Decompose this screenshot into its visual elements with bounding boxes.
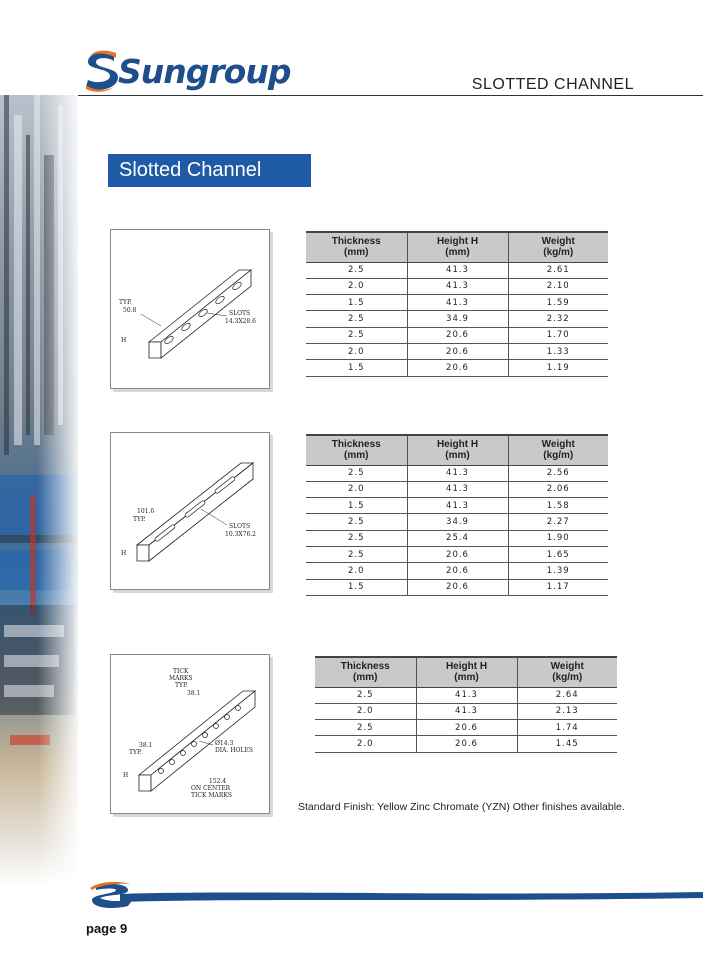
dim-label: 101.6	[137, 508, 155, 515]
h-label: H	[123, 772, 129, 779]
table-row: 2.0 20.6 1.33	[306, 343, 608, 359]
h-label: H	[121, 337, 127, 344]
slots-label: SLOTS	[229, 310, 251, 317]
table-row: 2.5 41.3 2.61	[306, 262, 608, 278]
spec-table-2	[306, 434, 608, 596]
footer-swoosh	[0, 880, 703, 912]
table-row: 1.5 41.3 1.59	[306, 295, 608, 311]
hole-label: Ø14.3	[215, 740, 234, 747]
table-header-row	[315, 657, 617, 687]
spec-table-3	[315, 656, 617, 753]
table-row: 2.5 20.6 1.74	[315, 720, 617, 736]
section-title: Slotted Channel	[108, 154, 311, 187]
table-row: 2.0 41.3 2.13	[315, 703, 617, 719]
dim-label: TYP.	[129, 749, 142, 756]
table-row: 2.5 20.6 1.65	[306, 546, 608, 562]
slot-size-label: 10.3X76.2	[225, 531, 256, 538]
dim-label: TICK MARKS	[191, 792, 232, 799]
table-row: 2.0 41.3 2.10	[306, 278, 608, 294]
dim-label: 38.1	[139, 742, 153, 749]
channel-diagram-2	[110, 432, 270, 590]
hole-desc-label: DIA. HOLES	[215, 747, 253, 754]
table-row: 2.5 25.4 1.90	[306, 530, 608, 546]
channel-diagram-1	[110, 229, 270, 389]
column-header: Weight (kg/m)	[517, 657, 617, 687]
side-photo	[0, 95, 78, 885]
table-row: 2.5 41.3 2.56	[306, 465, 608, 481]
logo-s-icon	[84, 49, 120, 93]
table-row: 2.0 20.6 1.45	[315, 736, 617, 752]
column-header: Thickness (mm)	[315, 657, 416, 687]
dim-label: 50.8	[123, 307, 137, 314]
dim-label: TICK	[173, 668, 189, 675]
column-header: Thickness (mm)	[306, 232, 407, 262]
column-header: Thickness (mm)	[306, 435, 407, 465]
table-row: 2.0 41.3 2.06	[306, 481, 608, 497]
table-header-row	[306, 232, 608, 262]
table-header-row	[306, 435, 608, 465]
dim-label: ON CENTER	[191, 785, 231, 792]
spec-table-1	[306, 231, 608, 377]
table-row: 2.0 20.6 1.39	[306, 563, 608, 579]
header-title: SLOTTED CHANNEL	[471, 76, 634, 93]
column-header: Weight (kg/m)	[508, 435, 608, 465]
dim-label: TYP.	[133, 516, 146, 523]
table-row: 1.5 20.6 1.17	[306, 579, 608, 595]
dim-label: TYP.	[175, 682, 188, 689]
table-row: 1.5 41.3 1.58	[306, 498, 608, 514]
column-header: Weight (kg/m)	[508, 232, 608, 262]
table-row: 2.5 34.9 2.27	[306, 514, 608, 530]
dim-label: TYP.	[119, 299, 132, 306]
page-number: page 9	[86, 921, 128, 936]
table-row: 1.5 20.6 1.19	[306, 360, 608, 376]
h-label: H	[121, 550, 127, 557]
table-row: 2.5 20.6 1.70	[306, 327, 608, 343]
column-header: Height H (mm)	[407, 435, 508, 465]
column-header: Height H (mm)	[416, 657, 517, 687]
dim-label: MARKS	[169, 675, 193, 682]
slot-size-label: 14.3X28.6	[225, 318, 256, 325]
table-row: 2.5 41.3 2.64	[315, 687, 617, 703]
logo-wordmark: Sungroup	[118, 51, 291, 91]
channel-diagram-3	[110, 654, 270, 814]
column-header: Height H (mm)	[407, 232, 508, 262]
dim-label: 152.4	[209, 778, 227, 785]
slots-label: SLOTS	[229, 523, 251, 530]
table-row: 2.5 34.9 2.32	[306, 311, 608, 327]
finish-note: Standard Finish: Yellow Zinc Chromate (YZN) Other finishes available.	[298, 801, 625, 813]
header-rule	[78, 95, 703, 96]
brand-logo	[84, 48, 290, 94]
dim-label: 38.1	[187, 690, 201, 697]
